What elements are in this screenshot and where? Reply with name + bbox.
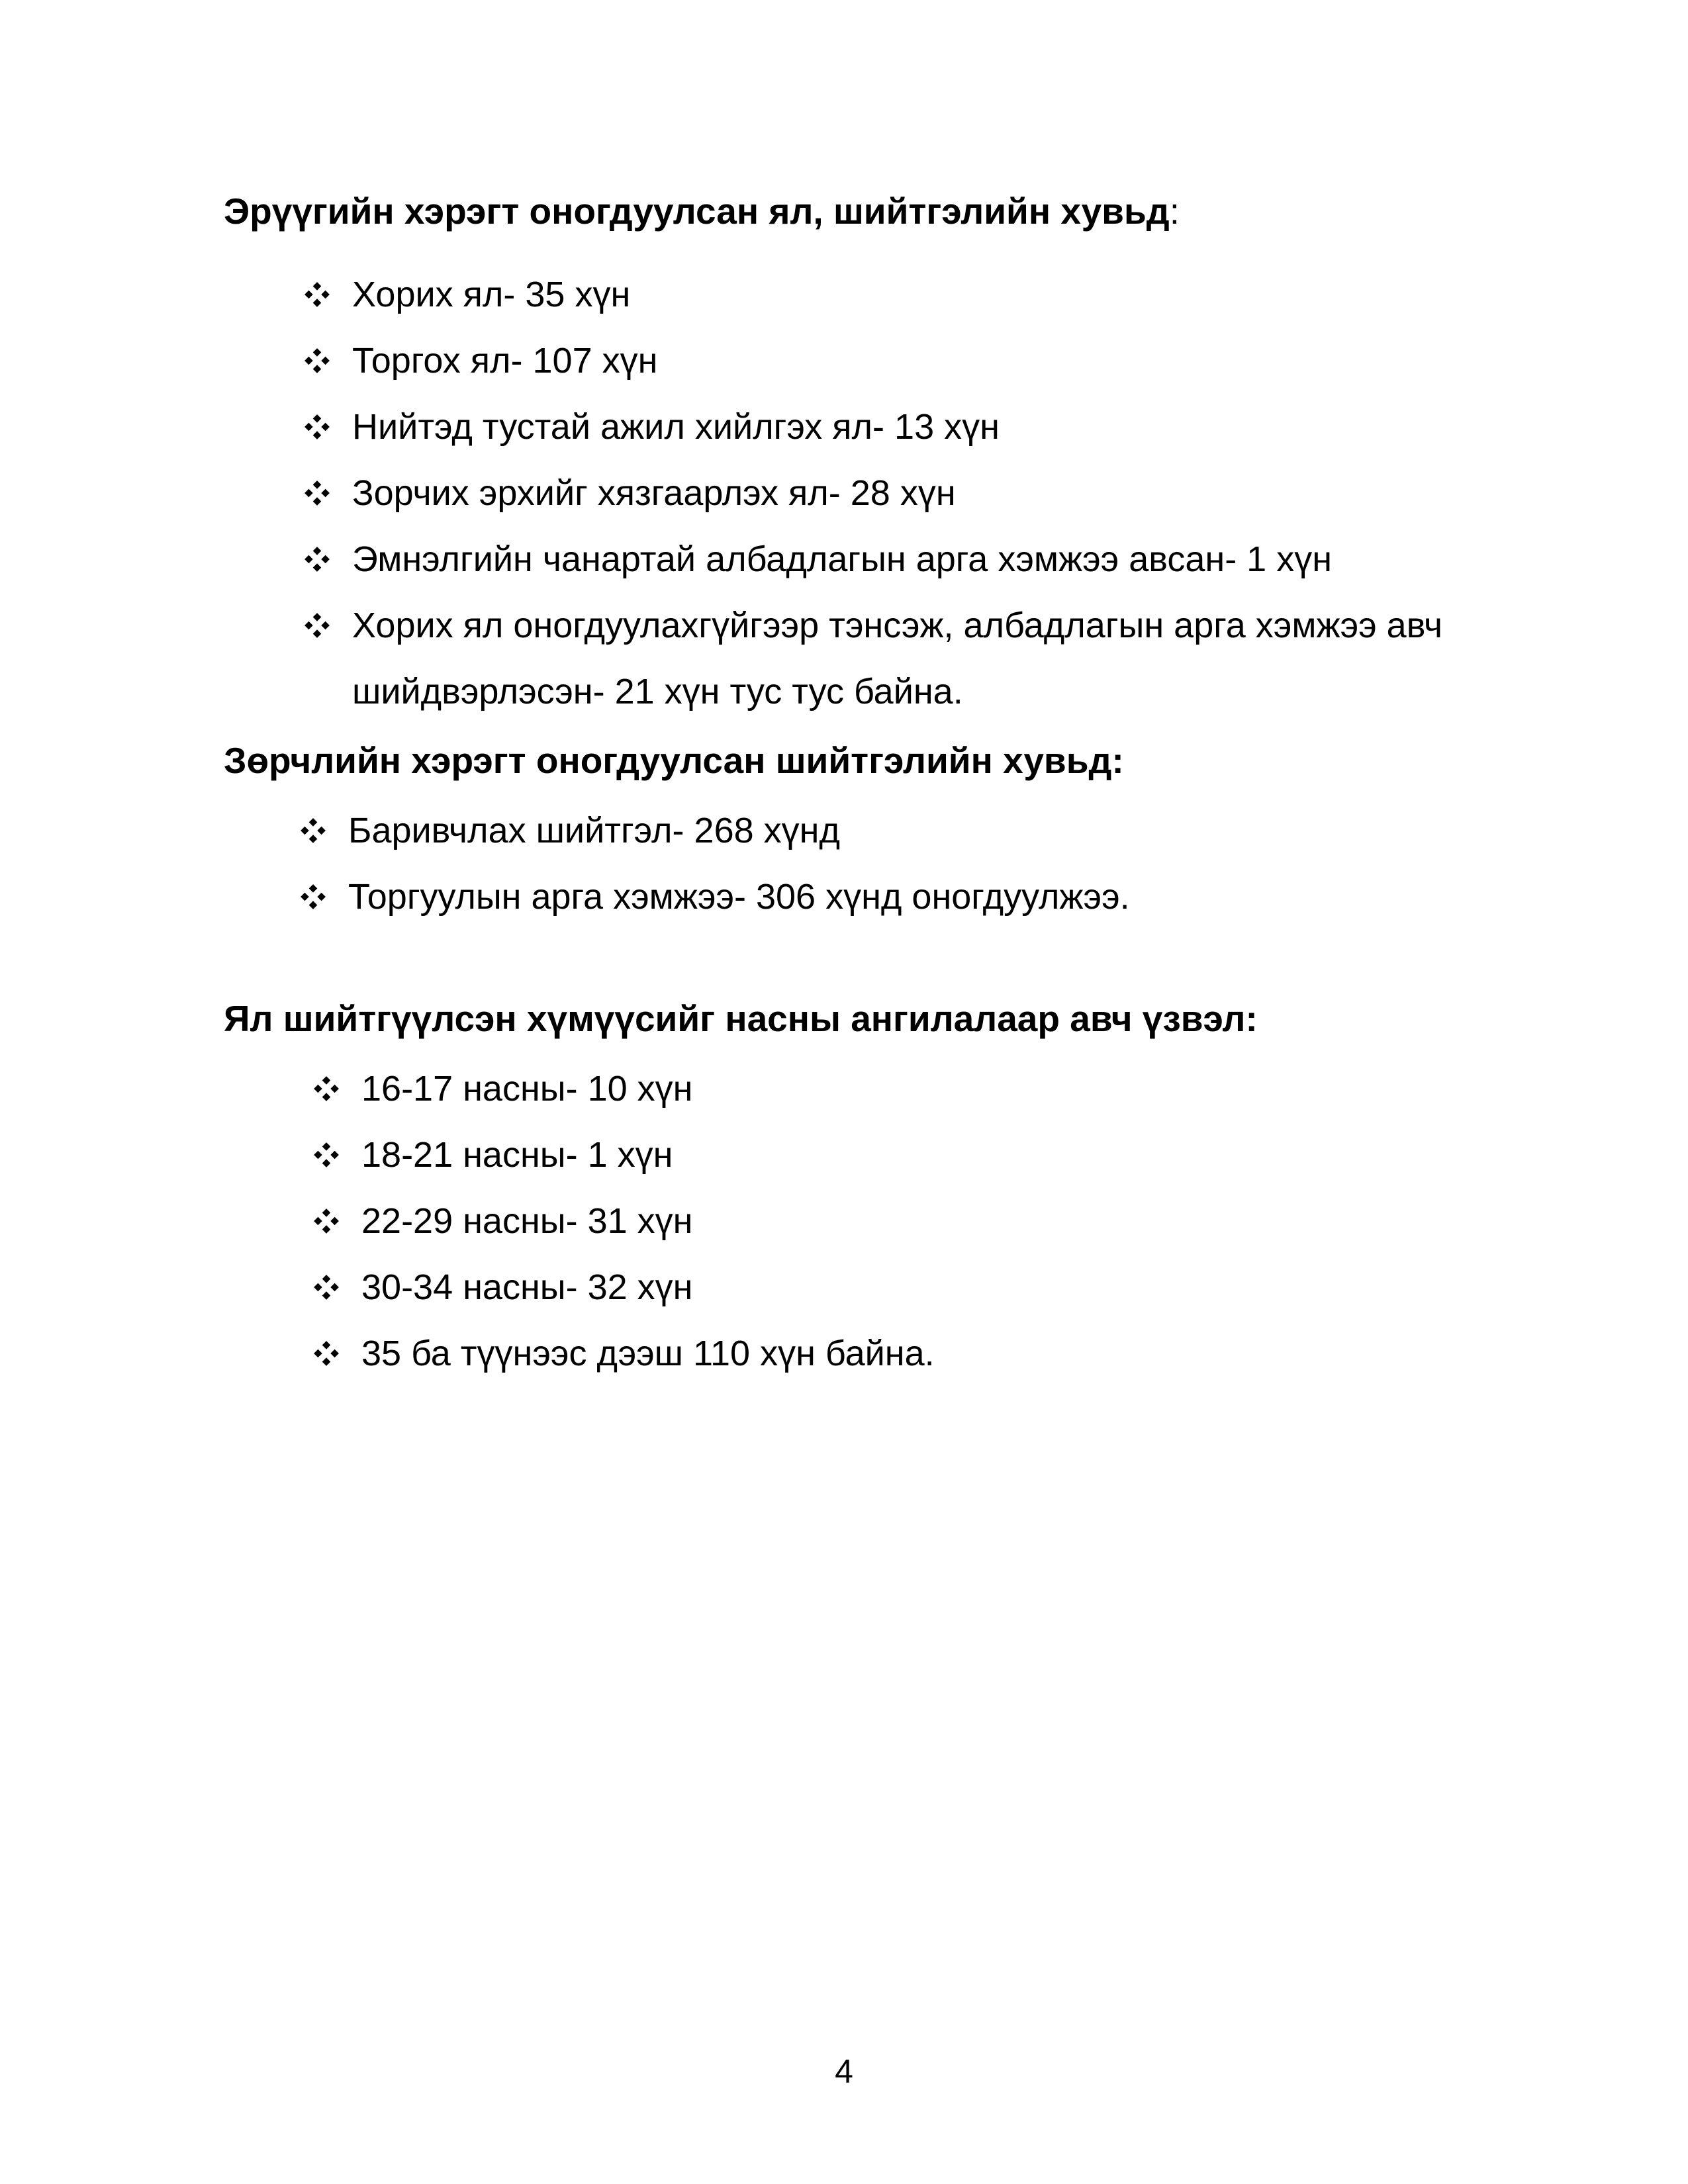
four-diamond-bullet-icon xyxy=(312,1320,344,1387)
section-heading-violation-penalties xyxy=(224,739,1124,782)
list-item-text: Торгох ял- 107 хүн xyxy=(352,341,658,381)
four-diamond-bullet-icon xyxy=(303,394,335,460)
list-item xyxy=(312,1188,1570,1254)
list-item xyxy=(303,526,1561,592)
list-item xyxy=(299,797,1557,864)
list-item-text: 35 ба түүнээс дээш 110 хүн байна. xyxy=(361,1334,935,1373)
four-diamond-bullet-icon xyxy=(299,864,331,930)
four-diamond-bullet-icon xyxy=(303,261,335,328)
list-item xyxy=(303,261,1561,328)
list-item-text: Нийтэд тустай ажил хийлгэх ял- 13 хүн xyxy=(352,407,1000,447)
violation-penalties-list xyxy=(299,797,1557,930)
list-item-text: Торгуулын арга хэмжээ- 306 хүнд оногдуулжээ. xyxy=(348,877,1130,917)
list-item-text: Хорих ял- 35 хүн xyxy=(352,275,631,314)
section-heading-colon: : xyxy=(1169,191,1180,232)
list-item xyxy=(303,328,1561,394)
list-item-text: 22-29 насны- 31 хүн xyxy=(361,1201,693,1241)
section-heading-criminal-penalties xyxy=(224,189,1180,233)
section-heading-age-groups xyxy=(224,997,1258,1040)
list-item xyxy=(303,460,1561,526)
list-item xyxy=(303,394,1561,460)
four-diamond-bullet-icon xyxy=(303,526,335,592)
four-diamond-bullet-icon xyxy=(312,1254,344,1320)
list-item-text: 30-34 насны- 32 хүн xyxy=(361,1267,693,1307)
four-diamond-bullet-icon xyxy=(312,1188,344,1254)
list-item-text: Баривчлах шийтгэл- 268 хүнд xyxy=(348,811,840,850)
list-item-text: Эмнэлгийн чанартай албадлагын арга хэмжээ авсан- 1 хүн xyxy=(352,539,1333,579)
four-diamond-bullet-icon xyxy=(303,592,335,659)
section-heading-text: Эрүүгийн хэрэгт оногдуулсан ял, шийтгэлийн хувьд xyxy=(224,191,1170,232)
four-diamond-bullet-icon xyxy=(299,797,331,864)
section-heading-text: Зөрчлийн хэрэгт оногдуулсан шийтгэлийн хувьд: xyxy=(224,740,1124,781)
criminal-penalties-list xyxy=(303,261,1561,725)
list-item xyxy=(312,1056,1570,1122)
four-diamond-bullet-icon xyxy=(303,328,335,394)
list-item xyxy=(312,1122,1570,1188)
page-number: 4 xyxy=(835,2053,853,2090)
four-diamond-bullet-icon xyxy=(312,1122,344,1188)
list-item xyxy=(299,864,1557,930)
list-item xyxy=(312,1254,1570,1320)
age-groups-list xyxy=(312,1056,1570,1387)
list-item-text: 18-21 насны- 1 хүн xyxy=(361,1135,673,1175)
list-item-text: 16-17 насны- 10 хүн xyxy=(361,1069,693,1109)
list-item-text: Хорих ял оногдуулахгүйгээр тэнсэж, албадлагын арга хэмжээ авч шийдвэрлэсэн- 21 хүн тус тус байна. xyxy=(352,606,1443,711)
four-diamond-bullet-icon xyxy=(312,1056,344,1122)
list-item xyxy=(312,1320,1570,1387)
list-item-text: Зорчих эрхийг хязгаарлэх ял- 28 хүн xyxy=(352,473,956,513)
four-diamond-bullet-icon xyxy=(303,460,335,526)
list-item xyxy=(303,592,1561,725)
section-heading-text: Ял шийтгүүлсэн хүмүүсийг насны ангилалаар авч үзвэл: xyxy=(224,998,1258,1039)
